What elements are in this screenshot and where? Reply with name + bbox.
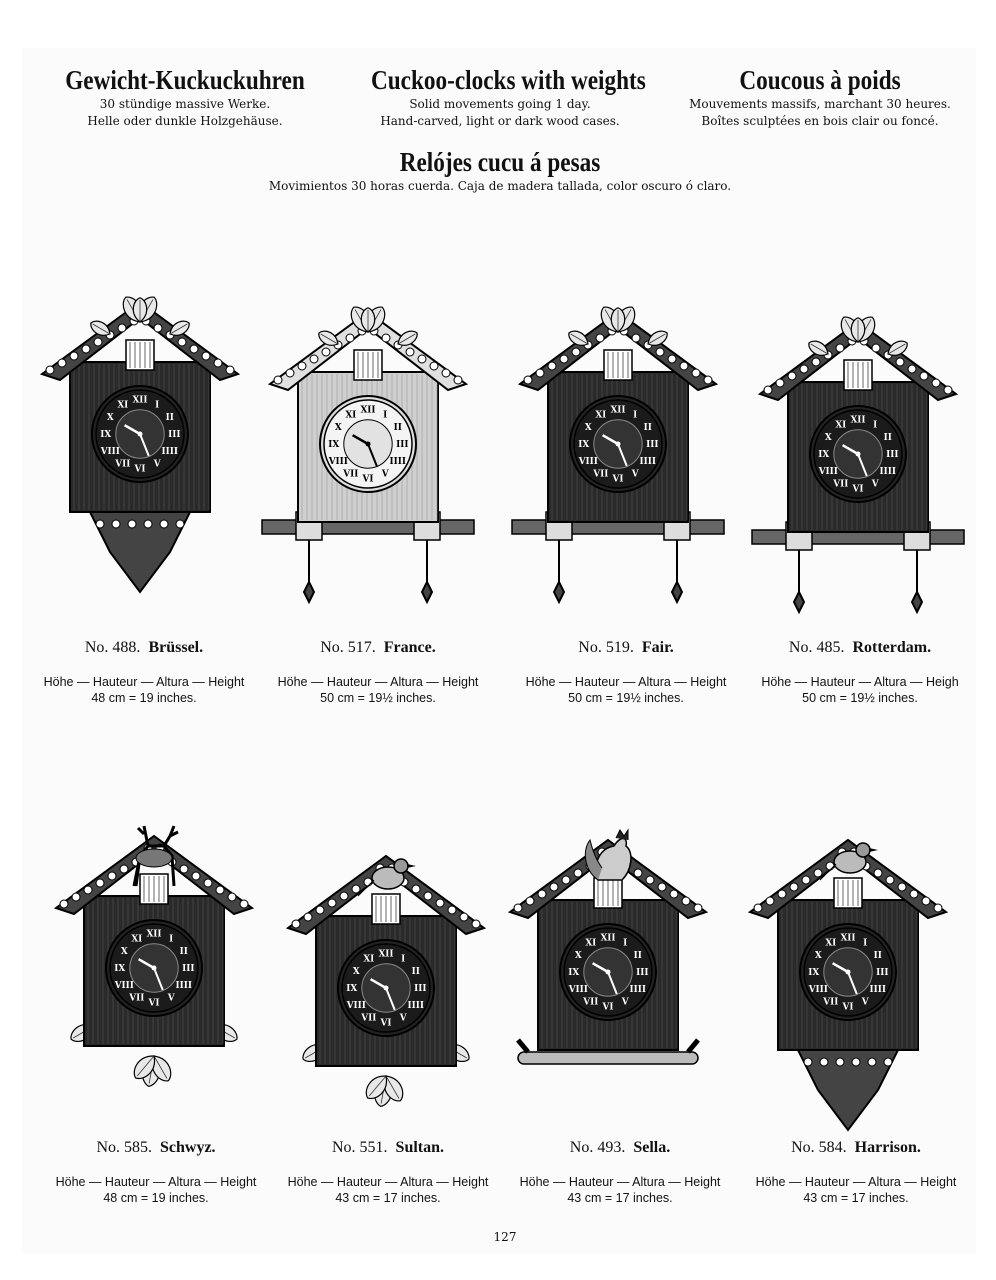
clock-illustration-3 xyxy=(748,272,968,642)
clock-number: No. 488. xyxy=(84,639,141,656)
svg-text:IIII: IIII xyxy=(175,981,192,992)
svg-text:III: III xyxy=(414,984,427,994)
svg-text:XII: XII xyxy=(146,929,162,940)
cuckoo-clock-brussel-icon xyxy=(30,252,250,622)
clock-illustration-5 xyxy=(276,806,496,1176)
clock-height-label: Höhe — Hauteur — Altura — Height xyxy=(287,1175,489,1189)
svg-text:V: V xyxy=(399,1013,407,1024)
clock-illustration-2 xyxy=(508,262,728,632)
svg-text:XII: XII xyxy=(132,395,148,406)
clock-size: 48 cm = 19 inches. xyxy=(91,691,197,705)
clock-caption-6 xyxy=(500,1138,740,1206)
clock-caption-4 xyxy=(36,1138,276,1206)
page-number: 127 xyxy=(493,1230,517,1244)
svg-text:VII: VII xyxy=(583,997,599,1008)
svg-text:X: X xyxy=(584,422,592,433)
clock-name: Fair. xyxy=(641,639,674,656)
cuckoo-clock-fair-icon xyxy=(508,262,728,632)
heading-german-line1: 30 stündige massive Werke. xyxy=(99,97,271,111)
svg-text:VII: VII xyxy=(361,1013,377,1024)
svg-text:IX: IX xyxy=(114,964,126,974)
cuckoo-clock-rotterdam-icon xyxy=(748,272,968,642)
clock-size: 43 cm = 17 inches. xyxy=(335,1191,441,1205)
svg-text:V: V xyxy=(621,997,629,1008)
svg-text:XII: XII xyxy=(360,405,376,416)
clock-size: 50 cm = 19½ inches. xyxy=(320,691,436,705)
svg-text:I: I xyxy=(873,420,878,431)
heading-english-line2: Hand-carved, light or dark wood cases. xyxy=(380,114,620,128)
clock-number: No. 493. xyxy=(569,1139,626,1156)
svg-text:VIII: VIII xyxy=(808,985,828,996)
svg-text:I: I xyxy=(169,934,174,945)
clock-number: No. 585. xyxy=(96,1139,152,1156)
svg-text:II: II xyxy=(165,412,174,423)
clock-height-label: Höhe — Hauteur — Altura — Height xyxy=(755,1175,957,1189)
svg-text:XII: XII xyxy=(600,933,616,944)
clock-caption-5 xyxy=(268,1138,508,1206)
svg-text:III: III xyxy=(168,430,181,440)
clock-size: 43 cm = 17 inches. xyxy=(803,1191,909,1205)
clock-caption-3 xyxy=(740,638,980,706)
svg-text:XI: XI xyxy=(835,420,847,431)
svg-text:X: X xyxy=(352,966,360,977)
clock-illustration-4 xyxy=(44,786,264,1156)
clock-height-label: Höhe — Hauteur — Altura — Height xyxy=(519,1175,721,1189)
heading-french-title: Coucous à poids xyxy=(739,65,901,95)
svg-text:I: I xyxy=(633,410,638,421)
svg-text:III: III xyxy=(886,450,899,460)
svg-text:IX: IX xyxy=(100,430,112,440)
heading-spanish xyxy=(220,146,780,195)
clock-illustration-7 xyxy=(738,790,958,1160)
cuckoo-clock-harrison-icon xyxy=(738,790,958,1160)
clock-size: 48 cm = 19 inches. xyxy=(103,1191,209,1205)
clock-height-label: Höhe — Hauteur — Altura — Height xyxy=(55,1175,257,1189)
clock-name: Brüssel. xyxy=(148,639,204,656)
svg-text:VI: VI xyxy=(842,1002,854,1013)
svg-text:VII: VII xyxy=(115,459,131,470)
svg-text:VIII: VIII xyxy=(114,981,134,992)
svg-text:II: II xyxy=(633,950,642,961)
clock-caption-7 xyxy=(736,1138,976,1206)
heading-english xyxy=(350,64,650,130)
clock-name: Sella. xyxy=(633,1139,671,1156)
svg-text:V: V xyxy=(631,469,639,480)
svg-text:X: X xyxy=(334,422,342,433)
svg-text:XII: XII xyxy=(840,933,856,944)
svg-text:VI: VI xyxy=(134,464,146,475)
cuckoo-clock-schwyz-icon xyxy=(44,786,264,1156)
svg-text:IIII: IIII xyxy=(407,1001,424,1012)
svg-text:XII: XII xyxy=(378,949,394,960)
svg-text:II: II xyxy=(179,946,188,957)
svg-text:V: V xyxy=(871,479,879,490)
svg-text:VII: VII xyxy=(823,997,839,1008)
clock-caption-2 xyxy=(506,638,746,706)
clock-number: No. 551. xyxy=(331,1139,388,1156)
svg-text:II: II xyxy=(883,432,892,443)
svg-text:V: V xyxy=(861,997,869,1008)
svg-text:X: X xyxy=(106,412,114,423)
svg-text:VI: VI xyxy=(612,474,624,485)
clock-name: Sultan. xyxy=(395,1139,445,1156)
clock-height-label: Höhe — Hauteur — Altura — Height xyxy=(43,675,245,689)
svg-text:II: II xyxy=(411,966,420,977)
svg-text:IX: IX xyxy=(578,440,590,450)
svg-text:VI: VI xyxy=(148,998,160,1009)
svg-text:VII: VII xyxy=(593,469,609,480)
svg-text:VIII: VIII xyxy=(568,985,588,996)
clock-size: 43 cm = 17 inches. xyxy=(567,1191,673,1205)
heading-french xyxy=(680,64,960,130)
clock-illustration-6 xyxy=(498,790,718,1160)
svg-text:V: V xyxy=(167,993,175,1004)
svg-text:IIII: IIII xyxy=(629,985,646,996)
svg-text:IX: IX xyxy=(808,968,820,978)
heading-german-title: Gewicht-Kuckuckuhren xyxy=(65,65,305,95)
svg-text:I: I xyxy=(383,410,388,421)
svg-text:III: III xyxy=(646,440,659,450)
svg-text:III: III xyxy=(876,968,889,978)
svg-text:VIII: VIII xyxy=(100,447,120,458)
svg-text:VIII: VIII xyxy=(328,457,348,468)
svg-text:IIII: IIII xyxy=(639,457,656,468)
svg-text:XI: XI xyxy=(825,938,837,949)
svg-text:X: X xyxy=(824,432,832,443)
clock-caption-0 xyxy=(24,638,264,706)
cuckoo-clock-sultan-icon xyxy=(276,806,496,1176)
clock-name: Harrison. xyxy=(854,1139,921,1156)
heading-spanish-title: Relójes cucu á pesas xyxy=(399,147,601,177)
svg-text:XI: XI xyxy=(117,400,129,411)
clock-name: Schwyz. xyxy=(160,1139,216,1156)
clock-illustration-1 xyxy=(258,262,478,632)
svg-text:IX: IX xyxy=(568,968,580,978)
clock-illustration-0 xyxy=(30,252,250,622)
clock-height-label: Höhe — Hauteur — Altura — Heigh xyxy=(761,675,959,689)
svg-text:III: III xyxy=(396,440,409,450)
svg-text:VIII: VIII xyxy=(346,1001,366,1012)
svg-text:XI: XI xyxy=(363,954,375,965)
cuckoo-clock-france-icon xyxy=(258,262,478,632)
svg-text:XII: XII xyxy=(610,405,626,416)
svg-text:I: I xyxy=(155,400,160,411)
svg-text:XI: XI xyxy=(131,934,143,945)
clock-size: 50 cm = 19½ inches. xyxy=(802,691,918,705)
svg-text:X: X xyxy=(574,950,582,961)
heading-english-title: Cuckoo-clocks with weights xyxy=(371,65,646,95)
heading-french-line2: Boîtes sculptées en bois clair ou foncé. xyxy=(701,114,939,128)
cuckoo-clock-sella-icon xyxy=(498,790,718,1160)
clock-size: 50 cm = 19½ inches. xyxy=(568,691,684,705)
clock-height-label: Höhe — Hauteur — Altura — Height xyxy=(277,675,479,689)
heading-english-line1: Solid movements going 1 day. xyxy=(409,97,591,111)
svg-text:IIII: IIII xyxy=(879,467,896,478)
clock-number: No. 584. xyxy=(791,1139,847,1156)
svg-text:VI: VI xyxy=(852,484,864,495)
svg-text:XI: XI xyxy=(595,410,607,421)
svg-text:XII: XII xyxy=(850,415,866,426)
svg-text:II: II xyxy=(643,422,652,433)
svg-text:VI: VI xyxy=(362,474,374,485)
svg-text:IIII: IIII xyxy=(161,447,178,458)
heading-german-line2: Helle oder dunkle Holzgehäuse. xyxy=(87,114,283,128)
svg-text:VII: VII xyxy=(833,479,849,490)
svg-text:VI: VI xyxy=(380,1018,392,1029)
svg-text:III: III xyxy=(636,968,649,978)
svg-text:IX: IX xyxy=(346,984,358,994)
svg-text:XI: XI xyxy=(585,938,597,949)
svg-text:V: V xyxy=(153,459,161,470)
clock-name: Rotterdam. xyxy=(852,639,932,656)
clock-caption-1 xyxy=(258,638,498,706)
svg-text:VII: VII xyxy=(343,469,359,480)
svg-text:IIII: IIII xyxy=(869,985,886,996)
heading-german xyxy=(40,64,330,130)
clock-number: No. 517. xyxy=(320,639,376,656)
svg-text:VIII: VIII xyxy=(818,467,838,478)
svg-text:IX: IX xyxy=(328,440,340,450)
svg-text:IIII: IIII xyxy=(389,457,406,468)
svg-text:IX: IX xyxy=(818,450,830,460)
heading-spanish-line1: Movimientos 30 horas cuerda. Caja de madera tallada, color oscuro ó claro. xyxy=(268,179,732,193)
heading-french-line1: Mouvements massifs, marchant 30 heures. xyxy=(689,97,951,111)
clock-name: France. xyxy=(383,639,436,656)
svg-text:XI: XI xyxy=(345,410,357,421)
svg-text:II: II xyxy=(393,422,402,433)
clock-number: No. 519. xyxy=(578,639,634,656)
svg-text:VII: VII xyxy=(129,993,145,1004)
clock-number: No. 485. xyxy=(788,639,845,656)
svg-text:V: V xyxy=(381,469,389,480)
svg-text:I: I xyxy=(623,938,628,949)
svg-text:I: I xyxy=(863,938,868,949)
svg-text:III: III xyxy=(182,964,195,974)
svg-text:X: X xyxy=(814,950,822,961)
svg-text:VI: VI xyxy=(602,1002,614,1013)
svg-text:VIII: VIII xyxy=(578,457,598,468)
clock-height-label: Höhe — Hauteur — Altura — Height xyxy=(525,675,727,689)
svg-text:II: II xyxy=(873,950,882,961)
svg-text:X: X xyxy=(120,946,128,957)
svg-text:I: I xyxy=(401,954,406,965)
